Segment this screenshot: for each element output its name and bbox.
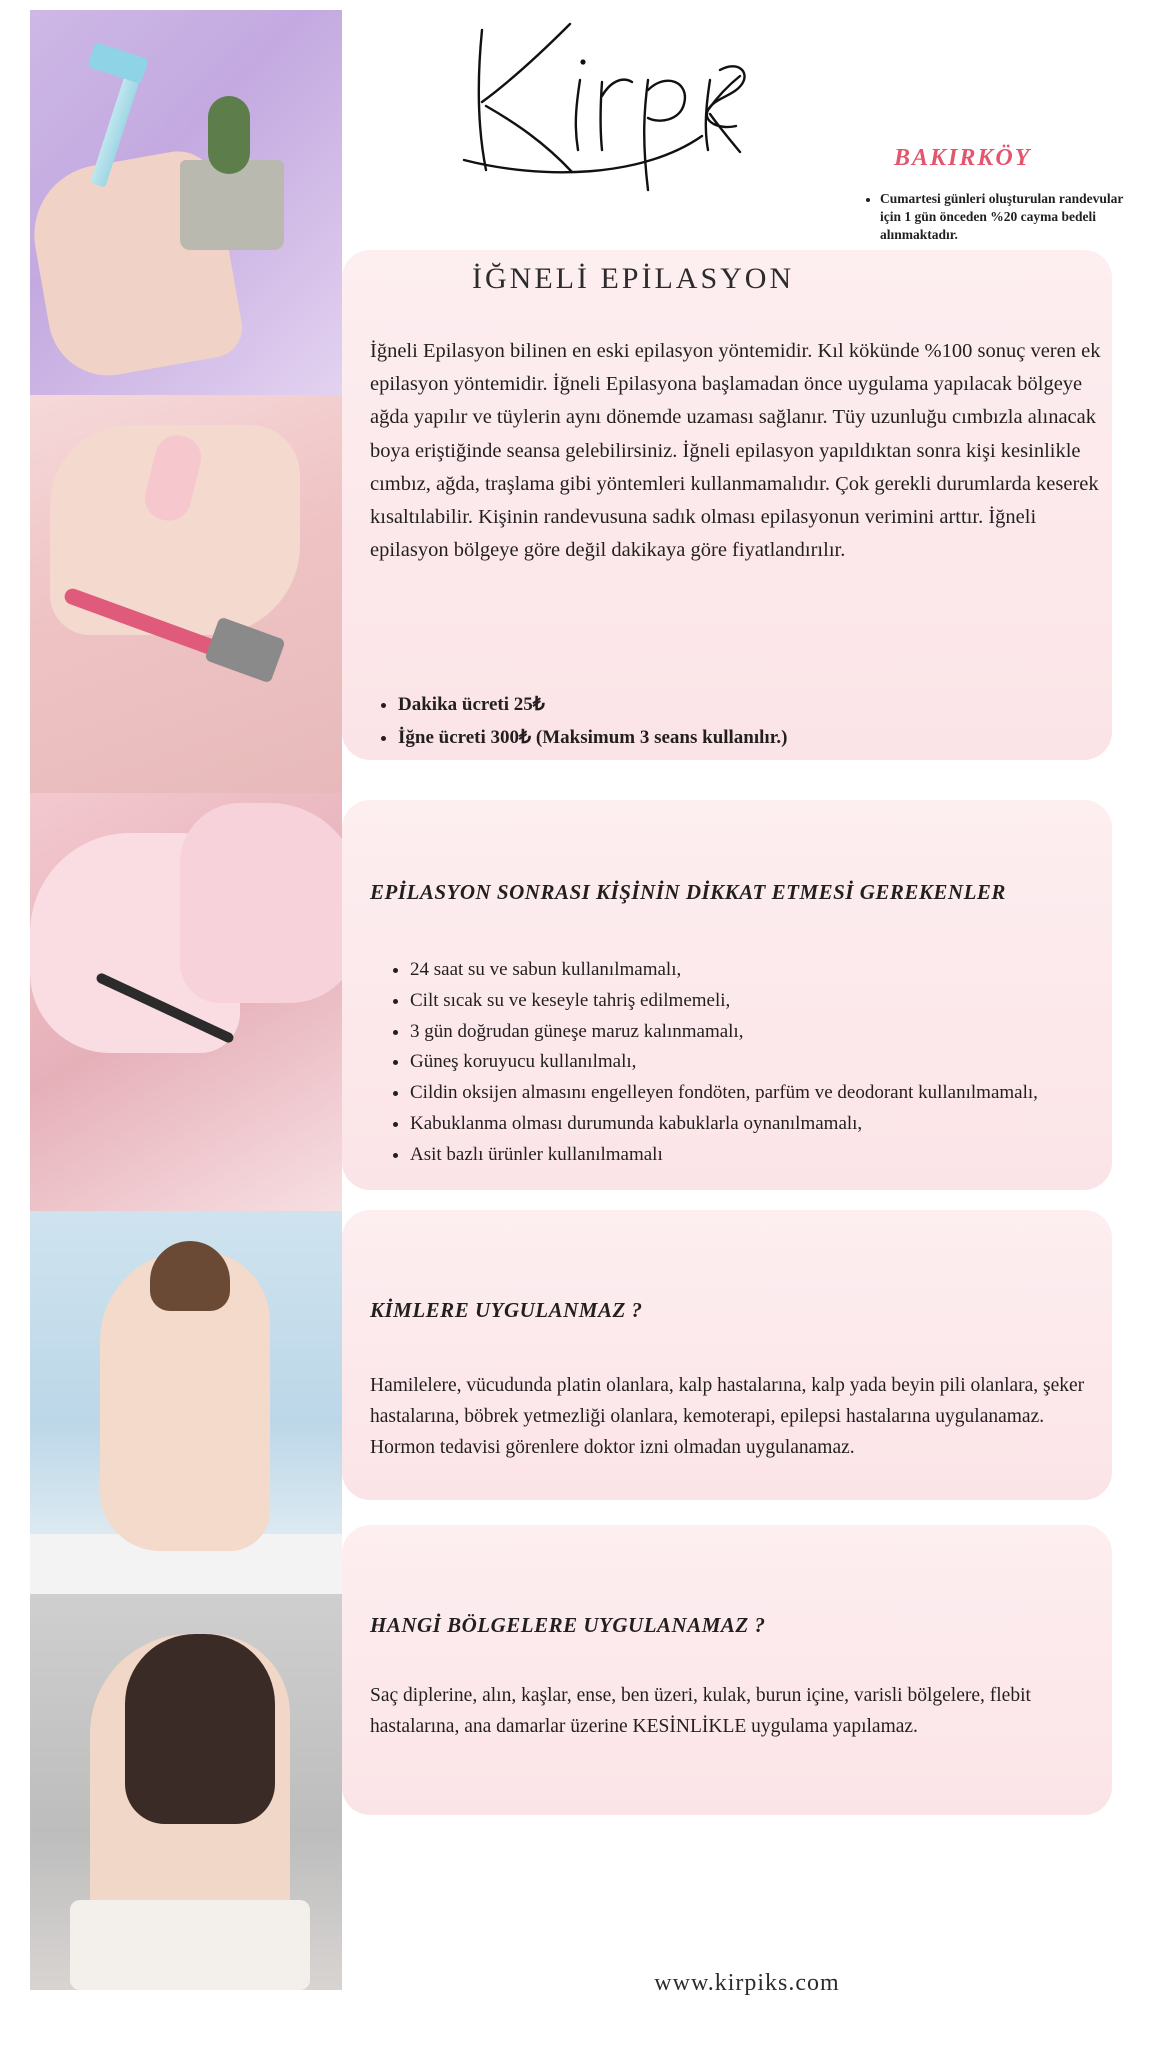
panel-where-not bbox=[342, 1525, 1112, 1815]
brand-city: BAKIRKÖY bbox=[894, 145, 1032, 171]
list-item: • Asit bazlı ürünler kullanılmamalı bbox=[410, 1140, 1082, 1171]
hair-shape bbox=[150, 1241, 230, 1311]
list-item: • Cildin oksijen almasını engelleyen fondöten, parfüm ve deodorant kullanılmamalı, bbox=[410, 1078, 1082, 1109]
section-title-where-not: HANGİ BÖLGELERE UYGULANAMAZ ? bbox=[370, 1613, 766, 1637]
list-item: • Cilt sıcak su ve keseyle tahriş edilmemeli, bbox=[410, 986, 1082, 1017]
photo-woman-legs bbox=[30, 1211, 342, 1594]
section-title-who-not: KİMLERE UYGULANMAZ ? bbox=[370, 1298, 643, 1322]
razor-head-shape bbox=[87, 42, 148, 84]
photo-woman-underarm bbox=[30, 1594, 342, 1990]
cactus-shape bbox=[208, 96, 250, 174]
list-item: • Güneş koruyucu kullanılmalı, bbox=[410, 1047, 1082, 1078]
appointment-notice-text: • Cumartesi günleri oluşturulan randevular için 1 gün önceden %20 cayma bedeli alınmaktadır. bbox=[880, 190, 1142, 245]
list-item: • Kabuklanma olması durumunda kabuklarla oynanılmamalı, bbox=[410, 1109, 1082, 1140]
intro-paragraph: İğneli Epilasyon bilinen en eski epilasyon yöntemidir. Kıl kökünde %100 sonuç veren ek epilasyon yöntemidir. İğneli Epilasyona başlamadan önce uygulama yapılacak bölgeye ağda yapılır ve tüylerin aynı dönemde uzaması sağlanır. Tüy uzunluğu cımbızla alınacak boya eriştiğinde seansa gelebilirsiniz. İğneli epilasyon yapıldıktan sonra kişi kesinlikle cımbız, ağda, traşlama gibi yöntemleri kullanmamalıdır. Çok gerekli durumlarda keserek kısaltılabilir. Kişinin randevusuna sadık olması epilasyonun verimini arttır. İğneli epilasyon bölgeye göre değil dakikaya göre fiyatlandırılır. bbox=[370, 340, 1101, 562]
page-title: İĞNELİ EPİLASYON bbox=[472, 262, 795, 295]
towel-shape bbox=[70, 1900, 310, 1990]
tool-tip-shape bbox=[204, 616, 286, 683]
who-not-text: Hamilelere, vücudunda platin olanlara, kalp hastalarına, kalp yada beyin pili olanlara, şeker hastalarına, böbrek yetmezliği olanlara, kemoterapi, epilepsi hastalarına uygulanamaz. Hormon tedavisi görenlere doktor izni olmadan uygulanamaz. bbox=[370, 1375, 1085, 1459]
content-area bbox=[342, 0, 1152, 2048]
list-item: • 24 saat su ve sabun kullanılmamalı, bbox=[410, 955, 1082, 986]
price-item-needle: • İğne ücreti 300₺ (Maksimum 3 seans kullanılır.) bbox=[398, 721, 1072, 754]
photo-razor-cactus bbox=[30, 10, 342, 395]
price-item-minute: • Dakika ücreti 25₺ bbox=[398, 688, 1072, 721]
brand-logo bbox=[452, 10, 752, 200]
section-title-aftercare: EPİLASYON SONRASI KİŞİNİN DİKKAT ETMESİ GEREKENLER bbox=[370, 880, 1006, 904]
photo-column bbox=[30, 10, 342, 1990]
list-item: • 3 gün doğrudan güneşe maruz kalınmamalı, bbox=[410, 1017, 1082, 1048]
price-list bbox=[372, 688, 1072, 755]
glove-shape-2 bbox=[180, 803, 342, 1003]
where-not-text: Saç diplerine, alın, kaşlar, ense, ben üzeri, kulak, burun içine, varisli bölgelere, flebit hastalarına, ana damarlar üzerine KESİNLİKLE uygulama yapılamaz. bbox=[370, 1685, 1031, 1738]
appointment-notice bbox=[862, 190, 1142, 245]
aftercare-list bbox=[382, 955, 1082, 1170]
photo-electrolysis-tool bbox=[30, 395, 342, 793]
hair-shape bbox=[125, 1634, 275, 1824]
photo-gloved-hands-needle bbox=[30, 793, 342, 1211]
footer-website[interactable]: www.kirpiks.com bbox=[654, 1970, 840, 1996]
